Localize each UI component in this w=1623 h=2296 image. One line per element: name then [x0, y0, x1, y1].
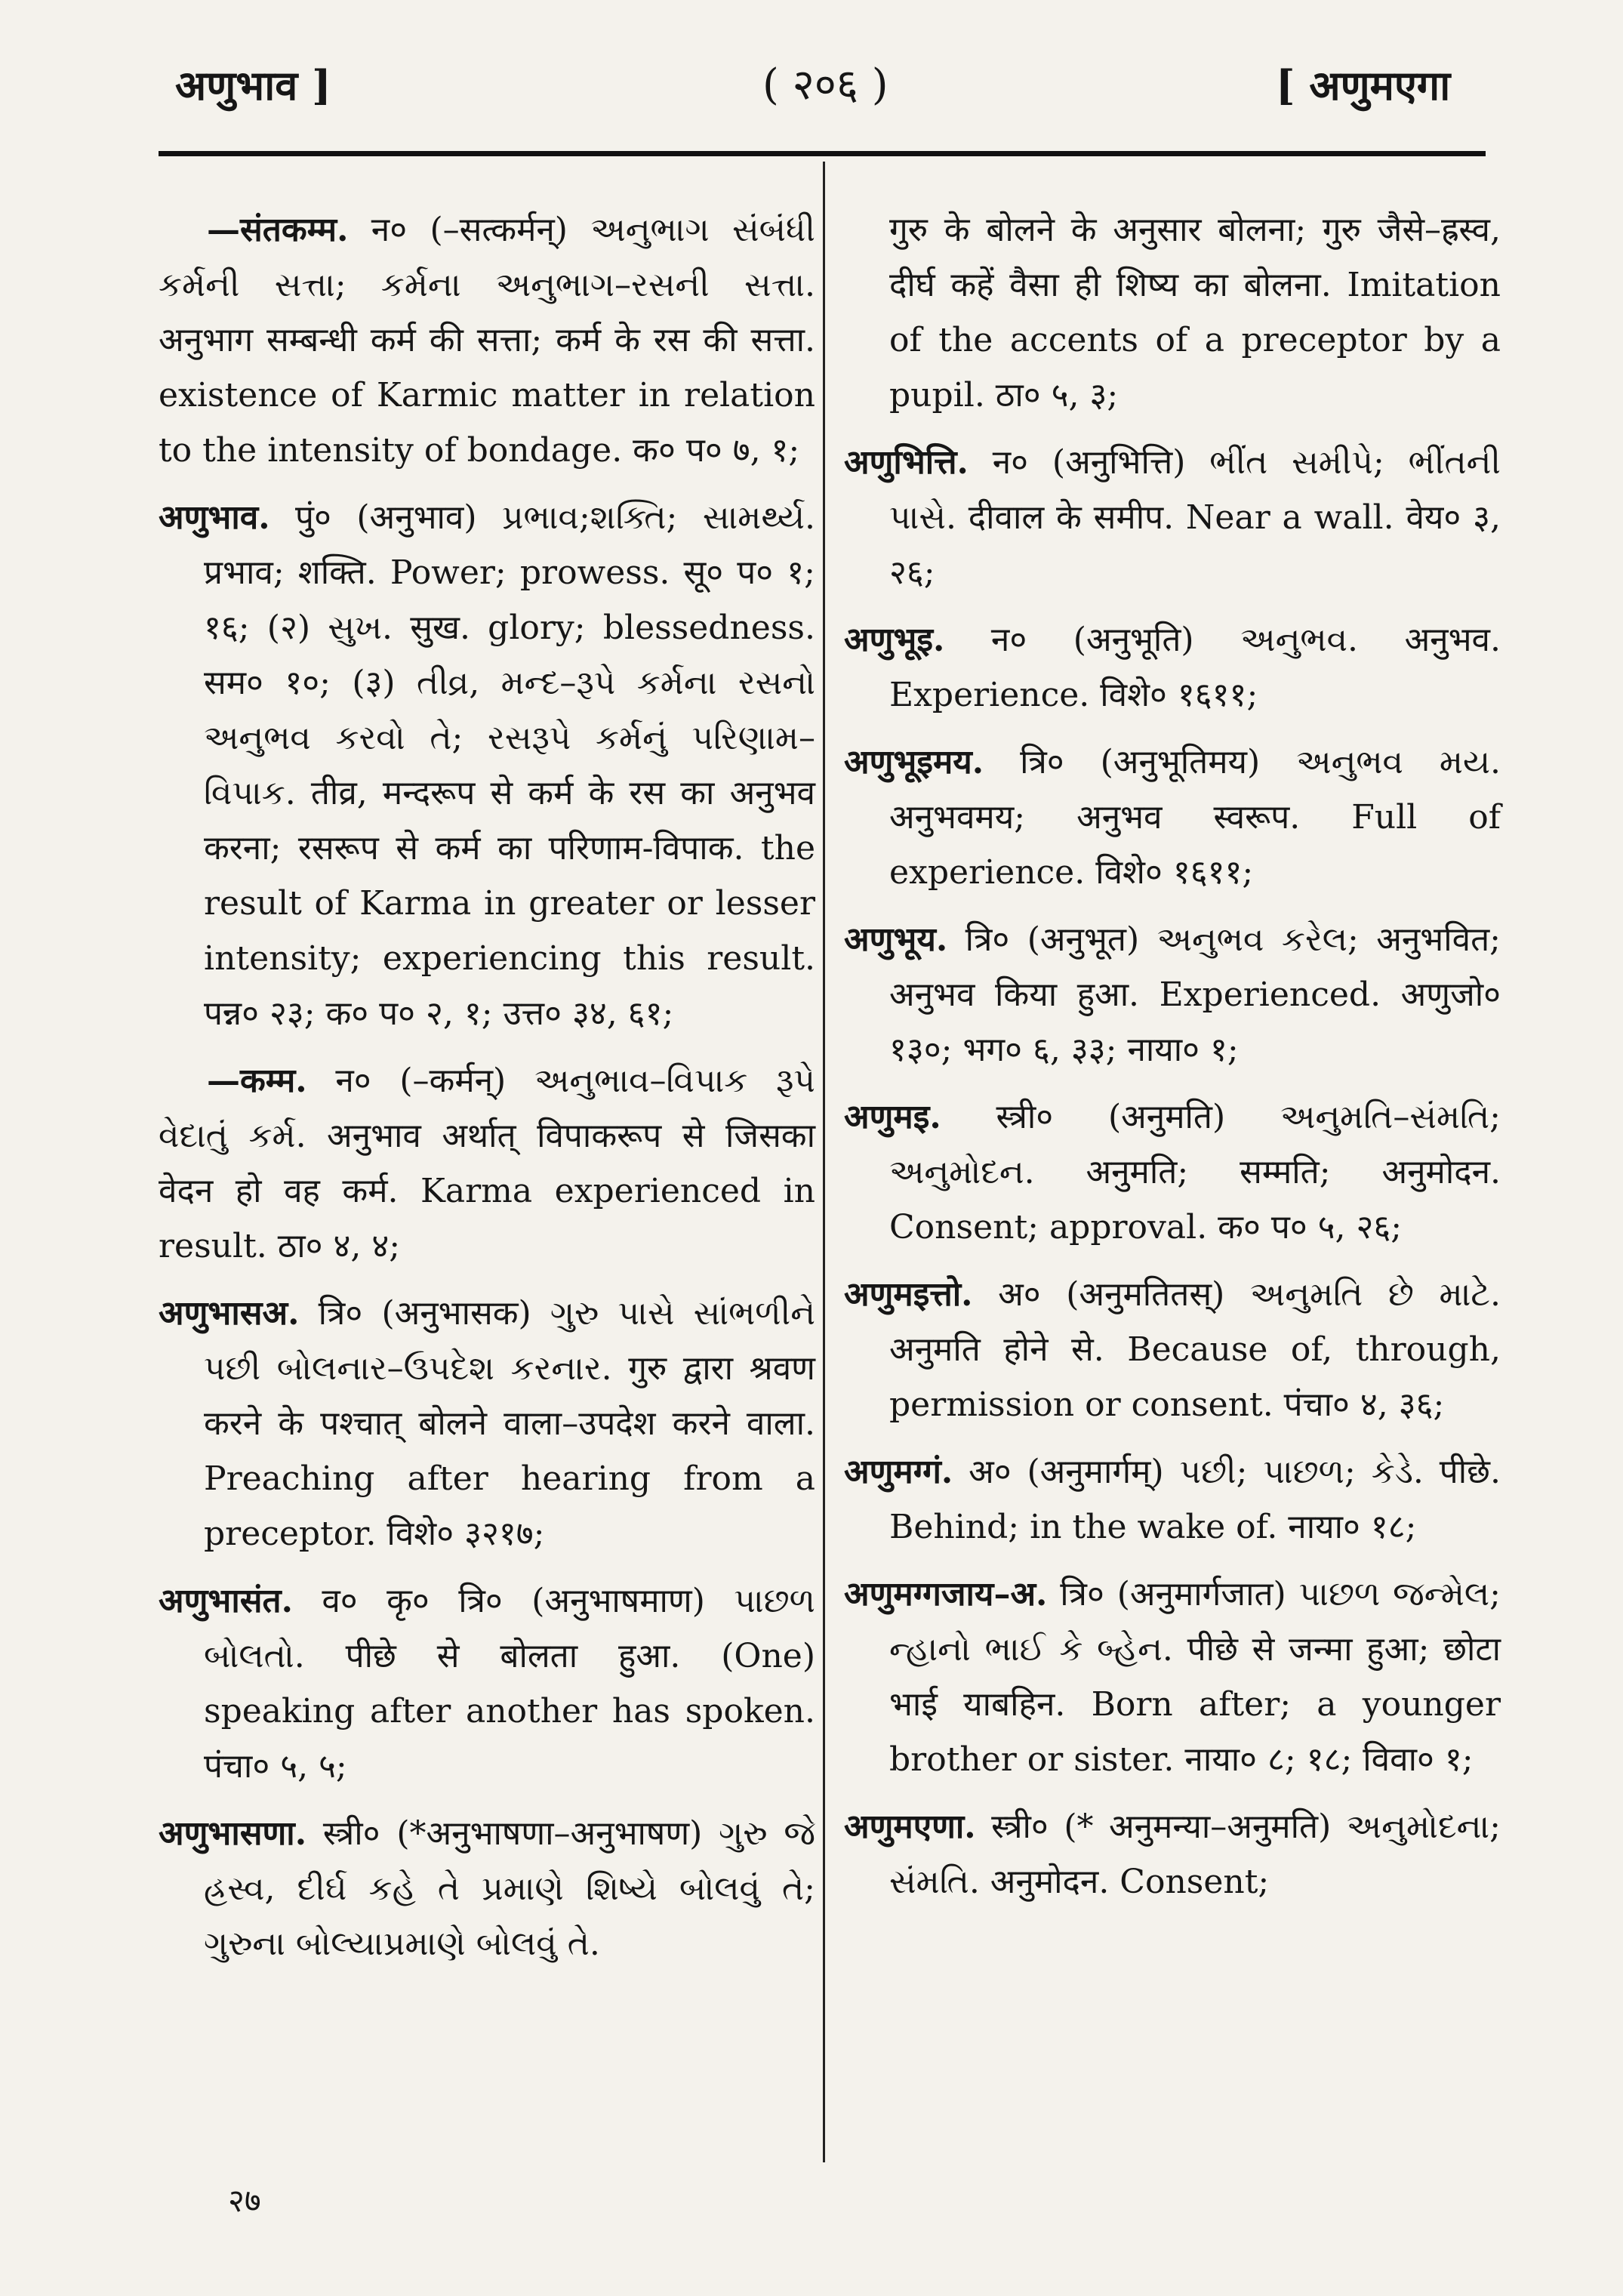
- dictionary-entry: [159, 1053, 815, 1274]
- entry-headword: अणुमएणा.: [844, 1808, 976, 1846]
- dictionary-entry: [844, 435, 1501, 600]
- dictionary-entry: [844, 735, 1501, 900]
- entry-definition: त्रि० (अनुभूतिमय) અનુભવ મય. अनुभवमय; अनुभव स्वरूप. Full of experience. विशे० १६११;: [889, 743, 1501, 892]
- entry-definition: त्रि० (अनुमार्गजात) પાછળ જન્મેલ; ન્હાનો ભાઈ કે બ્હેન. पीछे से जन्मा हुआ; छोटा भाई याबहिन. Born after; a younger brother or sister. नाया० ८; १८; विवा० १;: [889, 1575, 1501, 1779]
- entry-headword: अणुमइ.: [844, 1098, 941, 1136]
- header-rule: [159, 151, 1486, 156]
- dictionary-entry: [159, 490, 815, 1041]
- right-column: [844, 202, 1501, 1922]
- entry-headword: अणुभूइ.: [844, 621, 945, 659]
- dictionary-entry: [159, 202, 815, 478]
- dictionary-entry: [159, 1806, 815, 1971]
- entry-headword: अणुमग्गं.: [844, 1453, 953, 1491]
- entry-headword: अणुमग्गजाय–अ.: [844, 1575, 1048, 1613]
- dictionary-entry: [844, 1799, 1501, 1909]
- dictionary-entry: [844, 1444, 1501, 1555]
- entry-definition: व० कृ० त्रि० (अनुभाषमाण) પાછળ બોલતો. पीछे से बोलता हुआ. (One) speaking after another has spoken. पंचा० ५, ५;: [204, 1582, 815, 1786]
- entry-headword: —संतकम्म.: [207, 211, 349, 249]
- column-divider: [823, 162, 825, 2162]
- entry-definition: गुरु के बोलने के अनुसार बोलना; गुरु जैसे–ह्रस्व, दीर्घ कहें वैसा ही शिष्य का बोलना. Imitation of the accents of a preceptor by a pupil. ठा० ५, ३;: [889, 211, 1501, 415]
- entry-definition: स्त्री० (*अनुभाषणा–अनुभाषण) ગુરુ જે હ્રસ્વ, દીર્ઘ કહે તે પ્રમાણે શિષ્યે બોલવું તે; ગુરુના બોલ્યાપ્રમાણે બોલવું તે.: [204, 1814, 815, 1963]
- signature-mark: २७: [228, 2182, 261, 2219]
- entry-definition: स्त्री० (* अनुमन्या–अनुमति) અનુમોદના; સંમતિ. अनुमोदन. Consent;: [889, 1808, 1501, 1901]
- dictionary-entry: [844, 1567, 1501, 1787]
- entry-definition: अ० (अनुमार्गम्) પછી; પાછળ; કેડે. पीछे. Behind; in the wake of. नाया० १८;: [889, 1453, 1501, 1546]
- page-number: ( २०६ ): [762, 60, 888, 109]
- entry-definition: त्रि० (अनुभासक) ગુરુ પાસે સાંભળીને પછી બોલનાર–ઉપદેશ કરનાર. गुरु द्वारा श्रवण करने के पश्चात् बोलने वाला–उपदेश करने वाला. Preaching after hearing from a preceptor. विशे० ३२१७;: [204, 1294, 815, 1553]
- running-head-right: [ अणुमएगा: [1276, 61, 1451, 109]
- dictionary-entry: [844, 1089, 1501, 1255]
- entry-headword: अणुमइत्तो.: [844, 1275, 973, 1314]
- dictionary-entry: [159, 1573, 815, 1794]
- dictionary-entry: [844, 1267, 1501, 1432]
- dictionary-entry: [844, 612, 1501, 723]
- entry-headword: अणुभूइमय.: [844, 743, 984, 781]
- left-column: [159, 202, 815, 1983]
- entry-headword: अणुभूय.: [844, 920, 948, 959]
- entry-definition: न० (–कर्मन्) અનુભાવ–વિપાક રૂપે વેદાતું કર્મ. अनुभाव अर्थात् विपाकरूप से जिसका वेदन हो वह कर्म. Karma experienced in result. ठा० ४, ४;: [159, 1062, 815, 1265]
- entry-headword: अणुभासणा.: [159, 1814, 307, 1853]
- dictionary-entry: [159, 1286, 815, 1561]
- dictionary-entry: [844, 912, 1501, 1077]
- entry-headword: अणुभासअ.: [159, 1294, 300, 1333]
- entry-definition: न० (अनुभूति) અનુભવ. अनुभव. Experience. विशे० १६११;: [889, 621, 1501, 714]
- entry-definition: पुं० (अनुभाव) પ્રભાવ;શક્તિ; સામર્થ્ય. प्रभाव; शक्ति. Power; prowess. सू० प० १; १६; (२) સુખ. सुख. glory; blessedness. सम० १०; (३) તીવ્ર, મન્દ–રૂપે કર્મના રસનો અનુભવ કરવો તે; રસરૂપે કર્મનું પરિણામ–વિપાક. तीव्र, मन्दरूप से कर्म के रस का अनुभव करना; रसरूप से कर्म का परिणाम-विपाक. the result of Karma in greater or lesser intensity; experiencing this result. पन्न० २३; क० प० २, १; उत्त० ३४, ६१;: [204, 498, 815, 1033]
- entry-headword: अणुभित्ति.: [844, 443, 969, 482]
- entry-definition: न० (अनुभित्ति) ભીંત સમીપે; ભીંતની પાસે. दीवाल के समीप. Near a wall. वेय० ३, २६;: [889, 443, 1501, 592]
- entry-headword: अणुभासंत.: [159, 1582, 293, 1620]
- entry-definition: अ० (अनुमतितस्) અનુમતિ છે માટે. अनुमति होने से. Because of, through, permission or consent. पंचा० ४, ३६;: [889, 1275, 1501, 1424]
- entry-definition: न० (–सत्कर्मन्) અનુભાગ સંબંધી કર્મની સત્તા; કર્મના અનુભાગ–રસની સત્તા. अनुभाग सम्बन्धी कर्म की सत्ता; कर्म के रस की सत्ता. existence of Karmic matter in relation to the intensity of bondage. क० प० ७, १;: [159, 211, 815, 470]
- entry-headword: अणुभाव.: [159, 498, 270, 537]
- running-head-left: अणुभाव ]: [175, 61, 331, 109]
- entry-definition: स्त्री० (अनुमति) અનુમતિ–સંમતિ; અનુમોદન. अनुमति; सम्मति; अनुमोदन. Consent; approval. क० प० ५, २६;: [889, 1098, 1501, 1247]
- entry-headword: —कम्म.: [207, 1062, 307, 1100]
- entry-definition: त्रि० (अनुभूत) અનુભવ કરેલ; अनुभवित; अनुभव किया हुआ. Experienced. अणुजो० १३०; भग० ६, ३३; नाया० १;: [889, 920, 1501, 1069]
- dictionary-entry-continued: [844, 202, 1501, 423]
